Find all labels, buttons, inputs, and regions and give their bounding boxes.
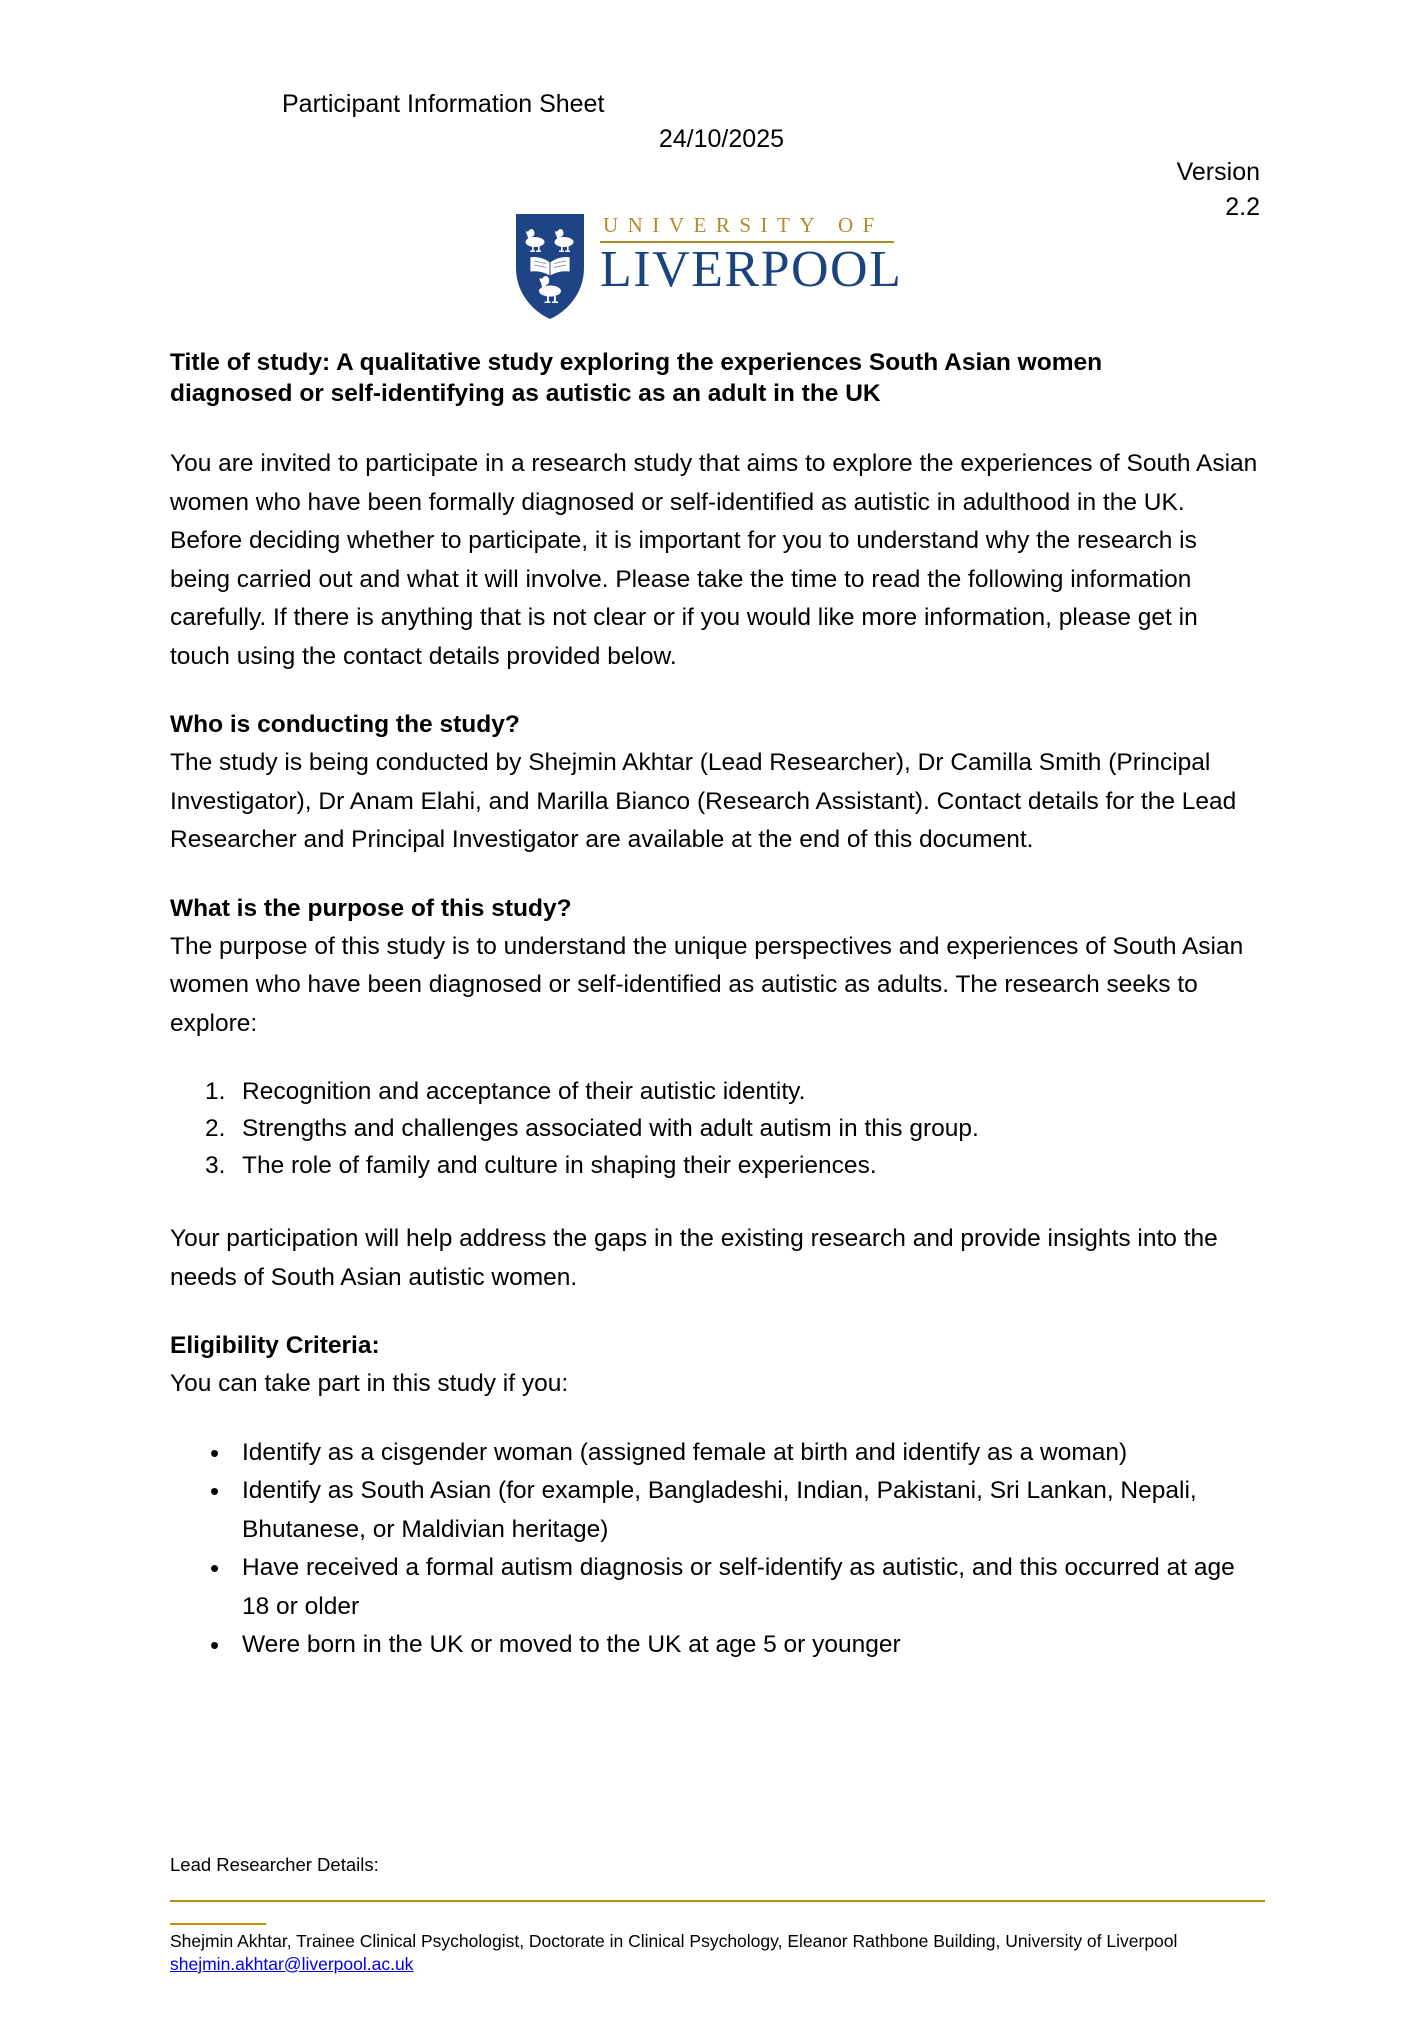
footer-email-link[interactable]: shejmin.akhtar@liverpool.ac.uk: [170, 1953, 414, 1974]
logo-wordmark: [600, 212, 910, 299]
spacer: [170, 1043, 1262, 1073]
version-number: 2.2: [1225, 193, 1260, 221]
intro-paragraph: You are invited to participate in a research study that aims to explore the experiences of South Asian women who have been formally diagnosed or self-identified as autistic in adulthood in the UK. Before deciding whether to participate, it is important for you to understand why the research is being carried out and what it will involve. Please take the time to read the following information carefully. If there is anything that is not clear or if you would like more information, please get in touch using the contact details provided below.: [170, 450, 1258, 670]
list-item: • Identify as a cisgender woman (assigned female at birth and identify as a woman): [170, 1434, 1262, 1473]
document-body: [170, 348, 1262, 1665]
heading-purpose: What is the purpose of this study?: [170, 894, 572, 922]
list-item: • Were born in the UK or moved to the UK at age 5 or younger: [170, 1626, 1262, 1665]
paragraph-purpose-closing: Your participation will help address the gaps in the existing research and provide insights into the needs of South Asian autistic women.: [170, 1225, 1218, 1291]
study-title: Title of study: A qualitative study exploring the experiences South Asian women diagnosed or self-identifying as autistic as an adult in the UK: [170, 349, 1103, 407]
spacer: [170, 676, 1262, 706]
paragraph-purpose: The purpose of this study is to understand the unique perspectives and experiences of South Asian women who have been diagnosed or self-identified as autistic as adults. The research seeks to explore:: [170, 932, 1244, 1037]
spacer: [170, 860, 1262, 890]
page-title: Participant Information Sheet: [282, 90, 605, 118]
version-block: [1177, 155, 1260, 225]
paragraph-eligibility-lead-in: You can take part in this study if you:: [170, 1370, 569, 1397]
list-item: Recognition and acceptance of their autistic identity.: [242, 1078, 806, 1105]
logo-university-of-text: UNIVERSITY OF: [603, 213, 884, 237]
footer-label-lead-researcher: Lead Researcher Details:: [170, 1854, 379, 1875]
document-date: 24/10/2025: [658, 125, 784, 153]
university-crest-shield-icon: [512, 212, 588, 322]
university-logo: [512, 212, 912, 324]
footer-researcher-details: Shejmin Akhtar, Trainee Clinical Psychologist, Doctorate in Clinical Psychology, Eleanor Rathbone Building, University of Liverpool: [170, 1931, 1178, 1951]
heading-who-is-conducting: Who is conducting the study?: [170, 711, 520, 738]
paragraph-who-is-conducting: The study is being conducted by Shejmin Akhtar (Lead Researcher), Dr Camilla Smith (Principal Investigator), Dr Anam Elahi, and Marilla Bianco (Research Assistant). Contact details for the Lead Researcher and Principal Investigator are available at the end of this document.: [170, 749, 1237, 853]
list-item: The role of family and culture in shaping their experiences.: [242, 1152, 877, 1179]
spacer: [170, 1297, 1262, 1327]
spacer: [170, 409, 1262, 445]
logo-liverpool-text: LIVERPOOL: [600, 241, 903, 298]
footer-short-rule: [170, 1923, 266, 1925]
spacer: [170, 1404, 1262, 1434]
version-label: Version: [1176, 158, 1260, 186]
heading-eligibility: Eligibility Criteria:: [170, 1332, 380, 1359]
list-item: • Identify as South Asian (for example, Bangladeshi, Indian, Pakistani, Sri Lankan, Nepali, Bhutanese, or Maldivian heritage): [170, 1472, 1262, 1549]
footer-divider-rule: [170, 1900, 1265, 1902]
document-footer: [170, 1852, 1265, 1976]
list-item: Strengths and challenges associated with adult autism in this group.: [242, 1115, 979, 1142]
eligibility-bullet-list: [170, 1434, 1262, 1665]
spacer: [170, 1184, 1262, 1220]
purpose-numbered-list: [170, 1073, 1262, 1184]
list-item: • Have received a formal autism diagnosis or self-identify as autistic, and this occurred at age 18 or older: [170, 1549, 1262, 1626]
